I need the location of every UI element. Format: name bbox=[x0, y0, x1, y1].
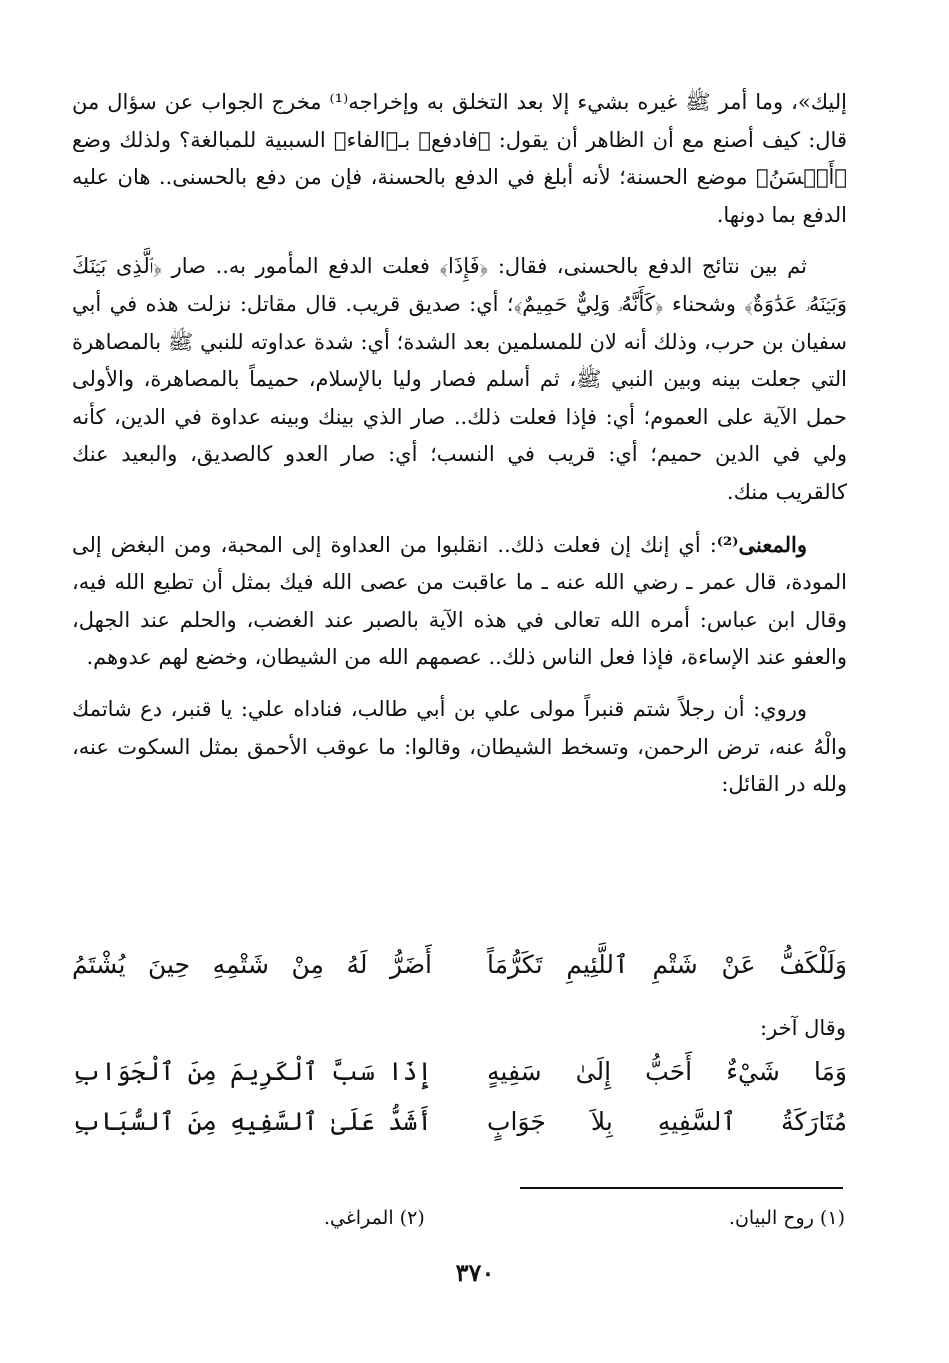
meaning-text: : أي إنك إن فعلت ذلك.. انقلبوا من العداوة إلى المحبة، ومن البغض إلى المودة، قال عمر ـ رضي الله عنه ـ ما عاقبت من عصى الله فيك بمثل أن تطيع الله فيه، وقال ابن عباس: أمره الله تعالى في هذه الآية بالصبر عند الغضب، والحلم عند الجهل، والعفو عند الإساءة، فإذا فعل الناس ذلك.. عصمهم الله من الشيطان، وخضع لهم عدوهم. bbox=[72, 532, 847, 670]
poem-2-verse-2-first-hemistich: مُتَارَكَةُ ٱلسَّفِيهِ بِلاَ جَوَابٍ bbox=[487, 1107, 847, 1136]
paragraph-narration: وروي: أن رجلاً شتم قنبراً مولى علي بن أبي طالب، فناداه علي: يا قنبر، دع شاتمك والْهُ عنه، ترض الرحمن، وتسخط الشيطان، وقالوا: ما عوقب الأحمق بمثل السكوت عنه، ولله در القائل: bbox=[72, 696, 847, 797]
paragraph-meaning bbox=[72, 526, 847, 677]
poem-2-verse-2-second-hemistich: أَشَدُّ عَلَىٰ ٱلسَّفِيهِ مِنَ ٱلسُّبَابِ bbox=[72, 1107, 432, 1136]
poem-2-verse-1 bbox=[72, 1057, 847, 1101]
paragraph-1: إليك»، وما أمر ﷺ غيره بشيء إلا بعد التخلق به وإخراجه⁽¹⁾ مخرج الجواب عن سؤال من قال: كيف أصنع مع أن الظاهر أن يقول: ﴿فادفع﴾ بـ﴿الفاء﴾ السببية للمبالغة؟ ولذلك وضع ﴿أَحۡسَنُ﴾ موضع الحسنة؛ لأنه أبلغ في الدفع بالحسنة، فإن من دفع بالحسنى.. هان عليه الدفع بما دونها. bbox=[72, 90, 847, 227]
footnote-1: (١) روح البيان. bbox=[728, 1207, 845, 1229]
footnote-2: (٢) المراغي. bbox=[324, 1207, 425, 1229]
meaning-lead: والمعنى⁽²⁾ bbox=[716, 531, 807, 557]
paragraph-2: ثم بين نتائج الدفع بالحسنى، فقال: ﴿فَإِذَا﴾ فعلت الدفع المأمور به.. صار ﴿ٱلَّذِى بَيۡنَكَ وَبَيۡنَهُۥ عَدَٰوَةٌ﴾ وشحناء ﴿كَأَنَّهُۥ وَلِيٌّ حَمِيمٌ﴾؛ أي: صديق قريب. قال مقاتل: نزلت هذه في أبي سفيان بن حرب، وذلك أنه لان للمسلمين بعد الشدة؛ أي: شدة عداوته للنبي ﷺ بالمصاهرة التي جعلت بينه وبين النبي ﷺ، ثم أسلم فصار وليا بالإسلام، حميماً بالمصاهرة، والأولى حمل الآية على العموم؛ أي: فإذا فعلت ذلك.. صار الذي بينك وبينه عداوة في الدين، كأنه ولي في الدين حميم؛ أي: قريب في النسب؛ أي: صار العدو كالصديق، والبعيد عنك كالقريب منك. bbox=[72, 254, 847, 504]
footnote-separator bbox=[520, 1187, 843, 1189]
page-number: ٣٧٠ bbox=[455, 1258, 495, 1287]
poem-2-verse-1-first-hemistich: وَمَا شَيْءٌ أَحَبُّ إِلَىٰ سَفِيهٍ bbox=[487, 1057, 847, 1086]
poem-1-first-hemistich: وَلَلْكَفُّ عَنْ شَتْمِ ٱللَّئِيمِ تَكَرُّمَاً bbox=[487, 950, 847, 979]
poem-1-second-hemistich: أَضَرُّ لَهُ مِنْ شَتْمِهِ حِينَ يُشْتَمُ bbox=[72, 950, 432, 979]
poem-1-verse bbox=[72, 950, 847, 994]
main-text bbox=[72, 84, 847, 818]
poem-2-verse-2 bbox=[72, 1107, 847, 1151]
poem-2-verse-1-second-hemistich: إِذَا سَبَّ ٱلْكَرِيمَ مِنَ ٱلْجَوَابِ bbox=[72, 1057, 432, 1086]
poem-2-intro: وقال آخر: bbox=[760, 1016, 846, 1040]
